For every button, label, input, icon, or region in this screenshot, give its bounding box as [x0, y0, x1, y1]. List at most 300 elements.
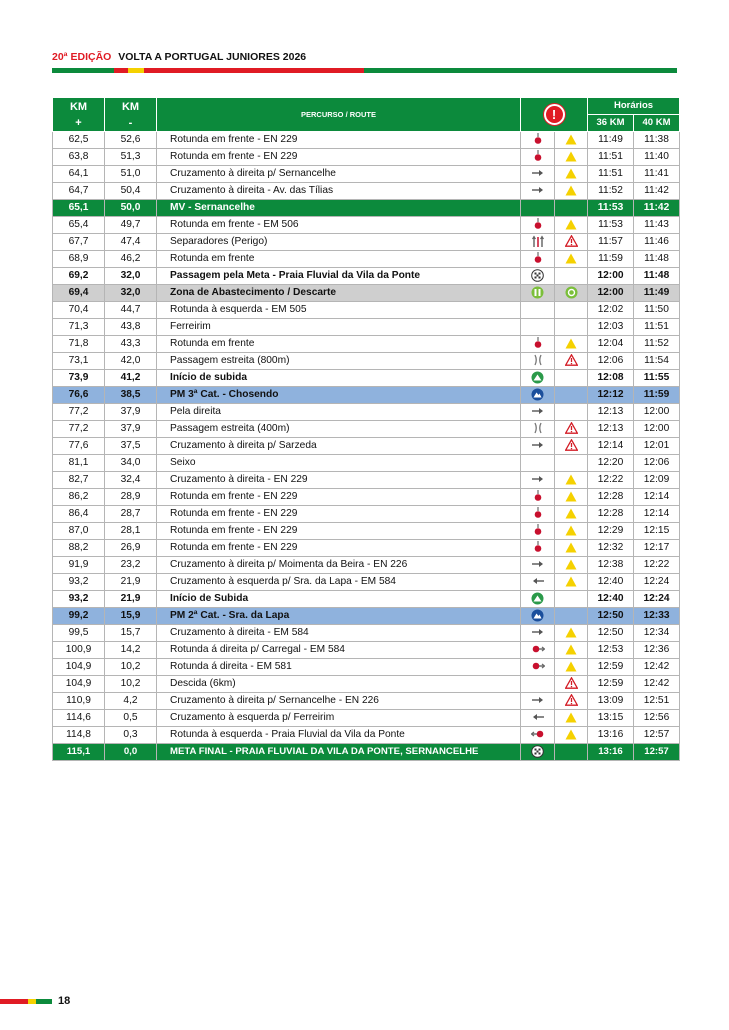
- warning-icon-cell: [555, 693, 588, 710]
- warning-icon-cell: [555, 608, 588, 625]
- roundabout-icon: [533, 524, 543, 536]
- time-40kmh-cell: 12:14: [634, 506, 680, 523]
- km-remaining-cell: 51,0: [105, 166, 157, 183]
- time-40kmh-cell: 11:43: [634, 217, 680, 234]
- roundabout-icon: [533, 218, 543, 230]
- time-40kmh-cell: 11:55: [634, 370, 680, 387]
- warning-icon-cell: [555, 557, 588, 574]
- route-row: [53, 574, 680, 591]
- km-covered-cell: 65,4: [53, 217, 105, 234]
- route-row: [53, 370, 680, 387]
- right-arrow-icon: [532, 407, 544, 415]
- direction-icon-cell: [521, 693, 555, 710]
- time-40kmh-cell: 12:42: [634, 659, 680, 676]
- direction-icon-cell: [521, 625, 555, 642]
- time-36kmh-cell: 12:40: [588, 574, 634, 591]
- speed-36-header: 36 KM: [588, 115, 634, 132]
- red-warning-icon: [565, 677, 578, 689]
- warning-icon-cell: [555, 319, 588, 336]
- km-covered-cell: 70,4: [53, 302, 105, 319]
- route-description-cell: Passagem pela Meta - Praia Fluvial da Vila da Ponte: [157, 268, 521, 285]
- narrow-passage-icon: [533, 354, 543, 366]
- route-row: [53, 676, 680, 693]
- time-40kmh-cell: 11:48: [634, 268, 680, 285]
- km-covered-cell: 110,9: [53, 693, 105, 710]
- roundabout-icon: [533, 507, 543, 519]
- route-description-cell: Rotunda á direita - EM 581: [157, 659, 521, 676]
- time-40kmh-cell: 12:17: [634, 540, 680, 557]
- km-remaining-cell: 42,0: [105, 353, 157, 370]
- km-remaining-cell: 44,7: [105, 302, 157, 319]
- km-remaining-cell: 46,2: [105, 251, 157, 268]
- route-row: [53, 234, 680, 251]
- time-40kmh-cell: 11:42: [634, 200, 680, 217]
- route-row: [53, 557, 680, 574]
- route-row: [53, 438, 680, 455]
- route-row: [53, 336, 680, 353]
- time-36kmh-cell: 13:16: [588, 727, 634, 744]
- time-40kmh-cell: 11:52: [634, 336, 680, 353]
- km-covered-cell: 86,4: [53, 506, 105, 523]
- km-covered-cell: 99,2: [53, 608, 105, 625]
- direction-icon-cell: [521, 149, 555, 166]
- km-covered-cell: 93,2: [53, 574, 105, 591]
- route-description-cell: PM 2ª Cat. - Sra. da Lapa: [157, 608, 521, 625]
- time-40kmh-cell: 11:51: [634, 319, 680, 336]
- km-covered-cell: 73,1: [53, 353, 105, 370]
- route-description-cell: Rotunda em frente - EN 229: [157, 540, 521, 557]
- route-description-cell: Início de subida: [157, 370, 521, 387]
- warning-icon-cell: [555, 149, 588, 166]
- km-remaining-cell: 37,5: [105, 438, 157, 455]
- direction-icon-cell: [521, 676, 555, 693]
- km-covered-cell: 67,7: [53, 234, 105, 251]
- km-remaining-cell: 37,9: [105, 421, 157, 438]
- direction-icon-cell: [521, 540, 555, 557]
- route-description-cell: Rotunda em frente - EN 229: [157, 149, 521, 166]
- km-covered-cell: 93,2: [53, 591, 105, 608]
- narrow-passage-icon: [533, 422, 543, 434]
- direction-icon-cell: [521, 404, 555, 421]
- km-remaining-cell: 10,2: [105, 676, 157, 693]
- time-36kmh-cell: 12:40: [588, 591, 634, 608]
- yellow-warning-icon: [565, 559, 577, 570]
- route-row: [53, 693, 680, 710]
- km-remaining-cell: 50,4: [105, 183, 157, 200]
- warning-icon-cell: [555, 540, 588, 557]
- km-covered-cell: 69,2: [53, 268, 105, 285]
- route-description-cell: Cruzamento à direita - Av. das Tílias: [157, 183, 521, 200]
- route-description-cell: Início de Subida: [157, 591, 521, 608]
- waste-zone-icon: [565, 286, 578, 299]
- km-remaining-cell: 37,9: [105, 404, 157, 421]
- yellow-warning-icon: [565, 542, 577, 553]
- right-arrow-icon: [532, 560, 544, 568]
- yellow-warning-icon: [565, 219, 577, 230]
- time-40kmh-cell: 12:06: [634, 455, 680, 472]
- direction-icon-cell: [521, 642, 555, 659]
- direction-icon-cell: [521, 285, 555, 302]
- route-description-cell: Zona de Abastecimento / Descarte: [157, 285, 521, 302]
- warning-icon-cell: [555, 217, 588, 234]
- direction-icon-cell: [521, 727, 555, 744]
- direction-icon-cell: [521, 302, 555, 319]
- climb-start-icon: [531, 371, 544, 384]
- warning-icon-cell: [555, 506, 588, 523]
- warning-icon-cell: [555, 421, 588, 438]
- time-36kmh-cell: 12:38: [588, 557, 634, 574]
- time-36kmh-cell: 11:49: [588, 132, 634, 149]
- route-row: [53, 251, 680, 268]
- right-arrow-icon: [532, 628, 544, 636]
- finish-flag-icon: [531, 745, 544, 758]
- direction-icon-cell: [521, 659, 555, 676]
- route-row: [53, 217, 680, 234]
- direction-icon-cell: [521, 608, 555, 625]
- yellow-warning-icon: [565, 151, 577, 162]
- direction-icon-cell: [521, 472, 555, 489]
- route-description-cell: PM 3ª Cat. - Chosendo: [157, 387, 521, 404]
- warning-icon-cell: [555, 200, 588, 217]
- route-table: [52, 97, 680, 761]
- route-description-cell: Rotunda em frente - EN 229: [157, 132, 521, 149]
- warning-icon-cell: [555, 132, 588, 149]
- route-row: [53, 744, 680, 761]
- route-row: [53, 200, 680, 217]
- km-covered-cell: 91,9: [53, 557, 105, 574]
- yellow-warning-icon: [565, 185, 577, 196]
- right-arrow-icon: [532, 696, 544, 704]
- route-row: [53, 404, 680, 421]
- warning-icon-cell: [555, 404, 588, 421]
- route-description-cell: MV - Sernancelhe: [157, 200, 521, 217]
- time-36kmh-cell: 12:28: [588, 489, 634, 506]
- km-remaining-cell: 28,7: [105, 506, 157, 523]
- time-40kmh-cell: 12:51: [634, 693, 680, 710]
- direction-icon-cell: [521, 710, 555, 727]
- time-40kmh-cell: 11:49: [634, 285, 680, 302]
- warning-icon-cell: [555, 234, 588, 251]
- time-36kmh-cell: 12:12: [588, 387, 634, 404]
- direction-icon-cell: [521, 370, 555, 387]
- km-remaining-cell: 15,9: [105, 608, 157, 625]
- route-description-cell: Cruzamento à direita p/ Sernancelhe: [157, 166, 521, 183]
- time-36kmh-cell: 12:08: [588, 370, 634, 387]
- time-40kmh-cell: 11:48: [634, 251, 680, 268]
- direction-icon-cell: [521, 387, 555, 404]
- time-36kmh-cell: 11:53: [588, 217, 634, 234]
- route-row: [53, 149, 680, 166]
- route-row: [53, 455, 680, 472]
- red-warning-icon: [565, 235, 578, 247]
- time-40kmh-cell: 11:42: [634, 183, 680, 200]
- red-warning-icon: [565, 422, 578, 434]
- route-description-cell: Rotunda em frente - EN 229: [157, 523, 521, 540]
- direction-icon-cell: [521, 438, 555, 455]
- time-40kmh-cell: 11:59: [634, 387, 680, 404]
- km-covered-cell: 104,9: [53, 659, 105, 676]
- warning-icon-cell: [555, 489, 588, 506]
- route-row: [53, 489, 680, 506]
- warning-icon: !: [544, 104, 565, 125]
- right-arrow-icon: [532, 441, 544, 449]
- warning-icon-cell: [555, 642, 588, 659]
- edition-label: 20ª EDIÇÃO: [52, 51, 112, 63]
- km-remaining-cell: 43,3: [105, 336, 157, 353]
- time-40kmh-cell: 12:00: [634, 404, 680, 421]
- km-remaining-cell: 41,2: [105, 370, 157, 387]
- route-description-cell: Separadores (Perigo): [157, 234, 521, 251]
- time-40kmh-cell: 12:24: [634, 574, 680, 591]
- time-40kmh-cell: 12:15: [634, 523, 680, 540]
- time-36kmh-cell: 13:16: [588, 744, 634, 761]
- km-plus-header: KM +: [53, 98, 105, 132]
- direction-icon-cell: [521, 166, 555, 183]
- yellow-warning-icon: [565, 508, 577, 519]
- warning-icon-cell: [555, 353, 588, 370]
- time-40kmh-cell: 12:57: [634, 744, 680, 761]
- warning-icon-cell: [555, 285, 588, 302]
- time-40kmh-cell: 12:09: [634, 472, 680, 489]
- route-description-cell: Rotunda em frente - EN 229: [157, 506, 521, 523]
- roundabout-right-icon: [531, 660, 545, 672]
- time-36kmh-cell: 11:52: [588, 183, 634, 200]
- warning-icon-cell: [555, 591, 588, 608]
- yellow-warning-icon: [565, 712, 577, 723]
- time-36kmh-cell: 12:59: [588, 676, 634, 693]
- mountain-prize-icon: [531, 388, 544, 401]
- feed-zone-icon: [531, 286, 544, 299]
- km-covered-cell: 77,2: [53, 404, 105, 421]
- header-color-stripe: [52, 68, 677, 73]
- time-40kmh-cell: 11:40: [634, 149, 680, 166]
- route-description-cell: Cruzamento à direita - EN 229: [157, 472, 521, 489]
- roundabout-icon: [533, 252, 543, 264]
- time-40kmh-cell: 12:14: [634, 489, 680, 506]
- warning-icon-cell: [555, 302, 588, 319]
- route-description-cell: Cruzamento à direita p/ Sernancelhe - EN 226: [157, 693, 521, 710]
- page-footer: [0, 995, 70, 1007]
- direction-icon-cell: [521, 183, 555, 200]
- km-covered-cell: 68,9: [53, 251, 105, 268]
- route-description-cell: Cruzamento à direita p/ Sarzeda: [157, 438, 521, 455]
- direction-icon-cell: [521, 557, 555, 574]
- direction-icon-cell: [521, 455, 555, 472]
- route-description-cell: Ferreirim: [157, 319, 521, 336]
- route-row: [53, 472, 680, 489]
- warning-icon-cell: [555, 387, 588, 404]
- warning-icon-cell: [555, 710, 588, 727]
- red-warning-icon: [565, 694, 578, 706]
- km-remaining-cell: 50,0: [105, 200, 157, 217]
- yellow-warning-icon: [565, 491, 577, 502]
- route-description-cell: Rotunda em frente - EN 229: [157, 489, 521, 506]
- km-covered-cell: 87,0: [53, 523, 105, 540]
- km-covered-cell: 115,1: [53, 744, 105, 761]
- roundabout-right-icon: [531, 643, 545, 655]
- direction-icon-cell: [521, 336, 555, 353]
- route-row: [53, 285, 680, 302]
- km-remaining-cell: 52,6: [105, 132, 157, 149]
- time-36kmh-cell: 13:15: [588, 710, 634, 727]
- route-description-cell: Cruzamento à esquerda p/ Ferreirim: [157, 710, 521, 727]
- warning-icon-cell: [555, 744, 588, 761]
- warning-icon-cell: [555, 659, 588, 676]
- time-36kmh-cell: 11:59: [588, 251, 634, 268]
- direction-icon-cell: [521, 353, 555, 370]
- direction-icon-cell: [521, 506, 555, 523]
- route-row: [53, 710, 680, 727]
- direction-icon-cell: [521, 574, 555, 591]
- km-covered-cell: 114,6: [53, 710, 105, 727]
- warning-icon-cell: [555, 676, 588, 693]
- route-header: PERCURSO / ROUTE: [157, 98, 521, 132]
- km-remaining-cell: 32,4: [105, 472, 157, 489]
- roundabout-icon: [533, 541, 543, 553]
- km-covered-cell: 86,2: [53, 489, 105, 506]
- direction-icon-cell: [521, 217, 555, 234]
- time-40kmh-cell: 12:00: [634, 421, 680, 438]
- km-remaining-cell: 14,2: [105, 642, 157, 659]
- km-remaining-cell: 0,5: [105, 710, 157, 727]
- direction-icon-cell: [521, 591, 555, 608]
- time-36kmh-cell: 12:22: [588, 472, 634, 489]
- warning-icon-cell: [555, 438, 588, 455]
- km-remaining-cell: 0,3: [105, 727, 157, 744]
- km-remaining-cell: 32,0: [105, 285, 157, 302]
- km-remaining-cell: 32,0: [105, 268, 157, 285]
- km-covered-cell: 77,2: [53, 421, 105, 438]
- page-number: 18: [58, 995, 71, 1007]
- direction-icon-cell: [521, 251, 555, 268]
- time-36kmh-cell: 12:28: [588, 506, 634, 523]
- route-row: [53, 506, 680, 523]
- direction-icon-cell: [521, 234, 555, 251]
- time-36kmh-cell: 12:32: [588, 540, 634, 557]
- yellow-warning-icon: [565, 474, 577, 485]
- schedule-header: Horários: [588, 98, 680, 115]
- route-row: [53, 608, 680, 625]
- time-36kmh-cell: 12:53: [588, 642, 634, 659]
- time-40kmh-cell: 11:54: [634, 353, 680, 370]
- route-row: [53, 132, 680, 149]
- route-description-cell: Descida (6km): [157, 676, 521, 693]
- warning-icon-cell: [555, 625, 588, 642]
- time-40kmh-cell: 12:34: [634, 625, 680, 642]
- time-36kmh-cell: 11:53: [588, 200, 634, 217]
- route-description-cell: Rotunda em frente: [157, 336, 521, 353]
- route-row: [53, 353, 680, 370]
- km-covered-cell: 104,9: [53, 676, 105, 693]
- yellow-warning-icon: [565, 338, 577, 349]
- km-covered-cell: 73,9: [53, 370, 105, 387]
- route-description-cell: Seixo: [157, 455, 521, 472]
- time-40kmh-cell: 12:22: [634, 557, 680, 574]
- km-covered-cell: 63,8: [53, 149, 105, 166]
- separator-icon: [532, 235, 544, 247]
- right-arrow-icon: [532, 169, 544, 177]
- red-warning-icon: [565, 354, 578, 366]
- warning-icon-cell: [555, 183, 588, 200]
- km-covered-cell: 77,6: [53, 438, 105, 455]
- event-title: VOLTA A PORTUGAL JUNIORES 2026: [118, 51, 307, 63]
- yellow-warning-icon: [565, 134, 577, 145]
- warning-header: [521, 98, 588, 132]
- time-40kmh-cell: 12:42: [634, 676, 680, 693]
- time-36kmh-cell: 12:04: [588, 336, 634, 353]
- route-row: [53, 625, 680, 642]
- route-row: [53, 268, 680, 285]
- km-remaining-cell: 43,8: [105, 319, 157, 336]
- roundabout-icon: [533, 133, 543, 145]
- time-36kmh-cell: 12:00: [588, 285, 634, 302]
- time-36kmh-cell: 11:57: [588, 234, 634, 251]
- warning-icon-cell: [555, 251, 588, 268]
- yellow-warning-icon: [565, 253, 577, 264]
- roundabout-icon: [533, 150, 543, 162]
- km-covered-cell: 100,9: [53, 642, 105, 659]
- yellow-warning-icon: [565, 729, 577, 740]
- km-covered-cell: 81,1: [53, 455, 105, 472]
- route-row: [53, 642, 680, 659]
- time-36kmh-cell: 12:03: [588, 319, 634, 336]
- yellow-warning-icon: [565, 576, 577, 587]
- warning-icon-cell: [555, 574, 588, 591]
- route-row: [53, 387, 680, 404]
- km-remaining-cell: 47,4: [105, 234, 157, 251]
- time-40kmh-cell: 12:24: [634, 591, 680, 608]
- km-remaining-cell: 26,9: [105, 540, 157, 557]
- time-40kmh-cell: 11:41: [634, 166, 680, 183]
- route-description-cell: Cruzamento à direita p/ Moimenta da Beira - EN 226: [157, 557, 521, 574]
- time-40kmh-cell: 12:33: [634, 608, 680, 625]
- km-remaining-cell: 49,7: [105, 217, 157, 234]
- route-row: [53, 540, 680, 557]
- km-remaining-cell: 51,3: [105, 149, 157, 166]
- route-description-cell: Rotunda à esquerda - EM 505: [157, 302, 521, 319]
- time-36kmh-cell: 12:13: [588, 404, 634, 421]
- direction-icon-cell: [521, 744, 555, 761]
- mountain-prize-icon: [531, 609, 544, 622]
- km-remaining-cell: 23,2: [105, 557, 157, 574]
- route-description-cell: Passagem estreita (400m): [157, 421, 521, 438]
- time-36kmh-cell: 12:02: [588, 302, 634, 319]
- km-remaining-cell: 21,9: [105, 574, 157, 591]
- left-arrow-icon: [532, 713, 544, 721]
- time-36kmh-cell: 11:51: [588, 166, 634, 183]
- route-description-cell: Rotunda à esquerda - Praia Fluvial da Vila da Ponte: [157, 727, 521, 744]
- time-40kmh-cell: 11:50: [634, 302, 680, 319]
- time-36kmh-cell: 12:14: [588, 438, 634, 455]
- warning-icon-cell: [555, 370, 588, 387]
- km-covered-cell: 114,8: [53, 727, 105, 744]
- route-row: [53, 319, 680, 336]
- direction-icon-cell: [521, 489, 555, 506]
- finish-flag-icon: [531, 269, 544, 282]
- warning-icon-cell: [555, 727, 588, 744]
- time-40kmh-cell: 12:56: [634, 710, 680, 727]
- red-warning-icon: [565, 439, 578, 451]
- warning-icon-cell: [555, 336, 588, 353]
- km-remaining-cell: 34,0: [105, 455, 157, 472]
- time-36kmh-cell: 13:09: [588, 693, 634, 710]
- route-description-cell: Rotunda em frente: [157, 251, 521, 268]
- warning-icon-cell: [555, 455, 588, 472]
- route-row: [53, 166, 680, 183]
- km-minus-header: KM -: [105, 98, 157, 132]
- route-row: [53, 183, 680, 200]
- warning-icon-cell: [555, 268, 588, 285]
